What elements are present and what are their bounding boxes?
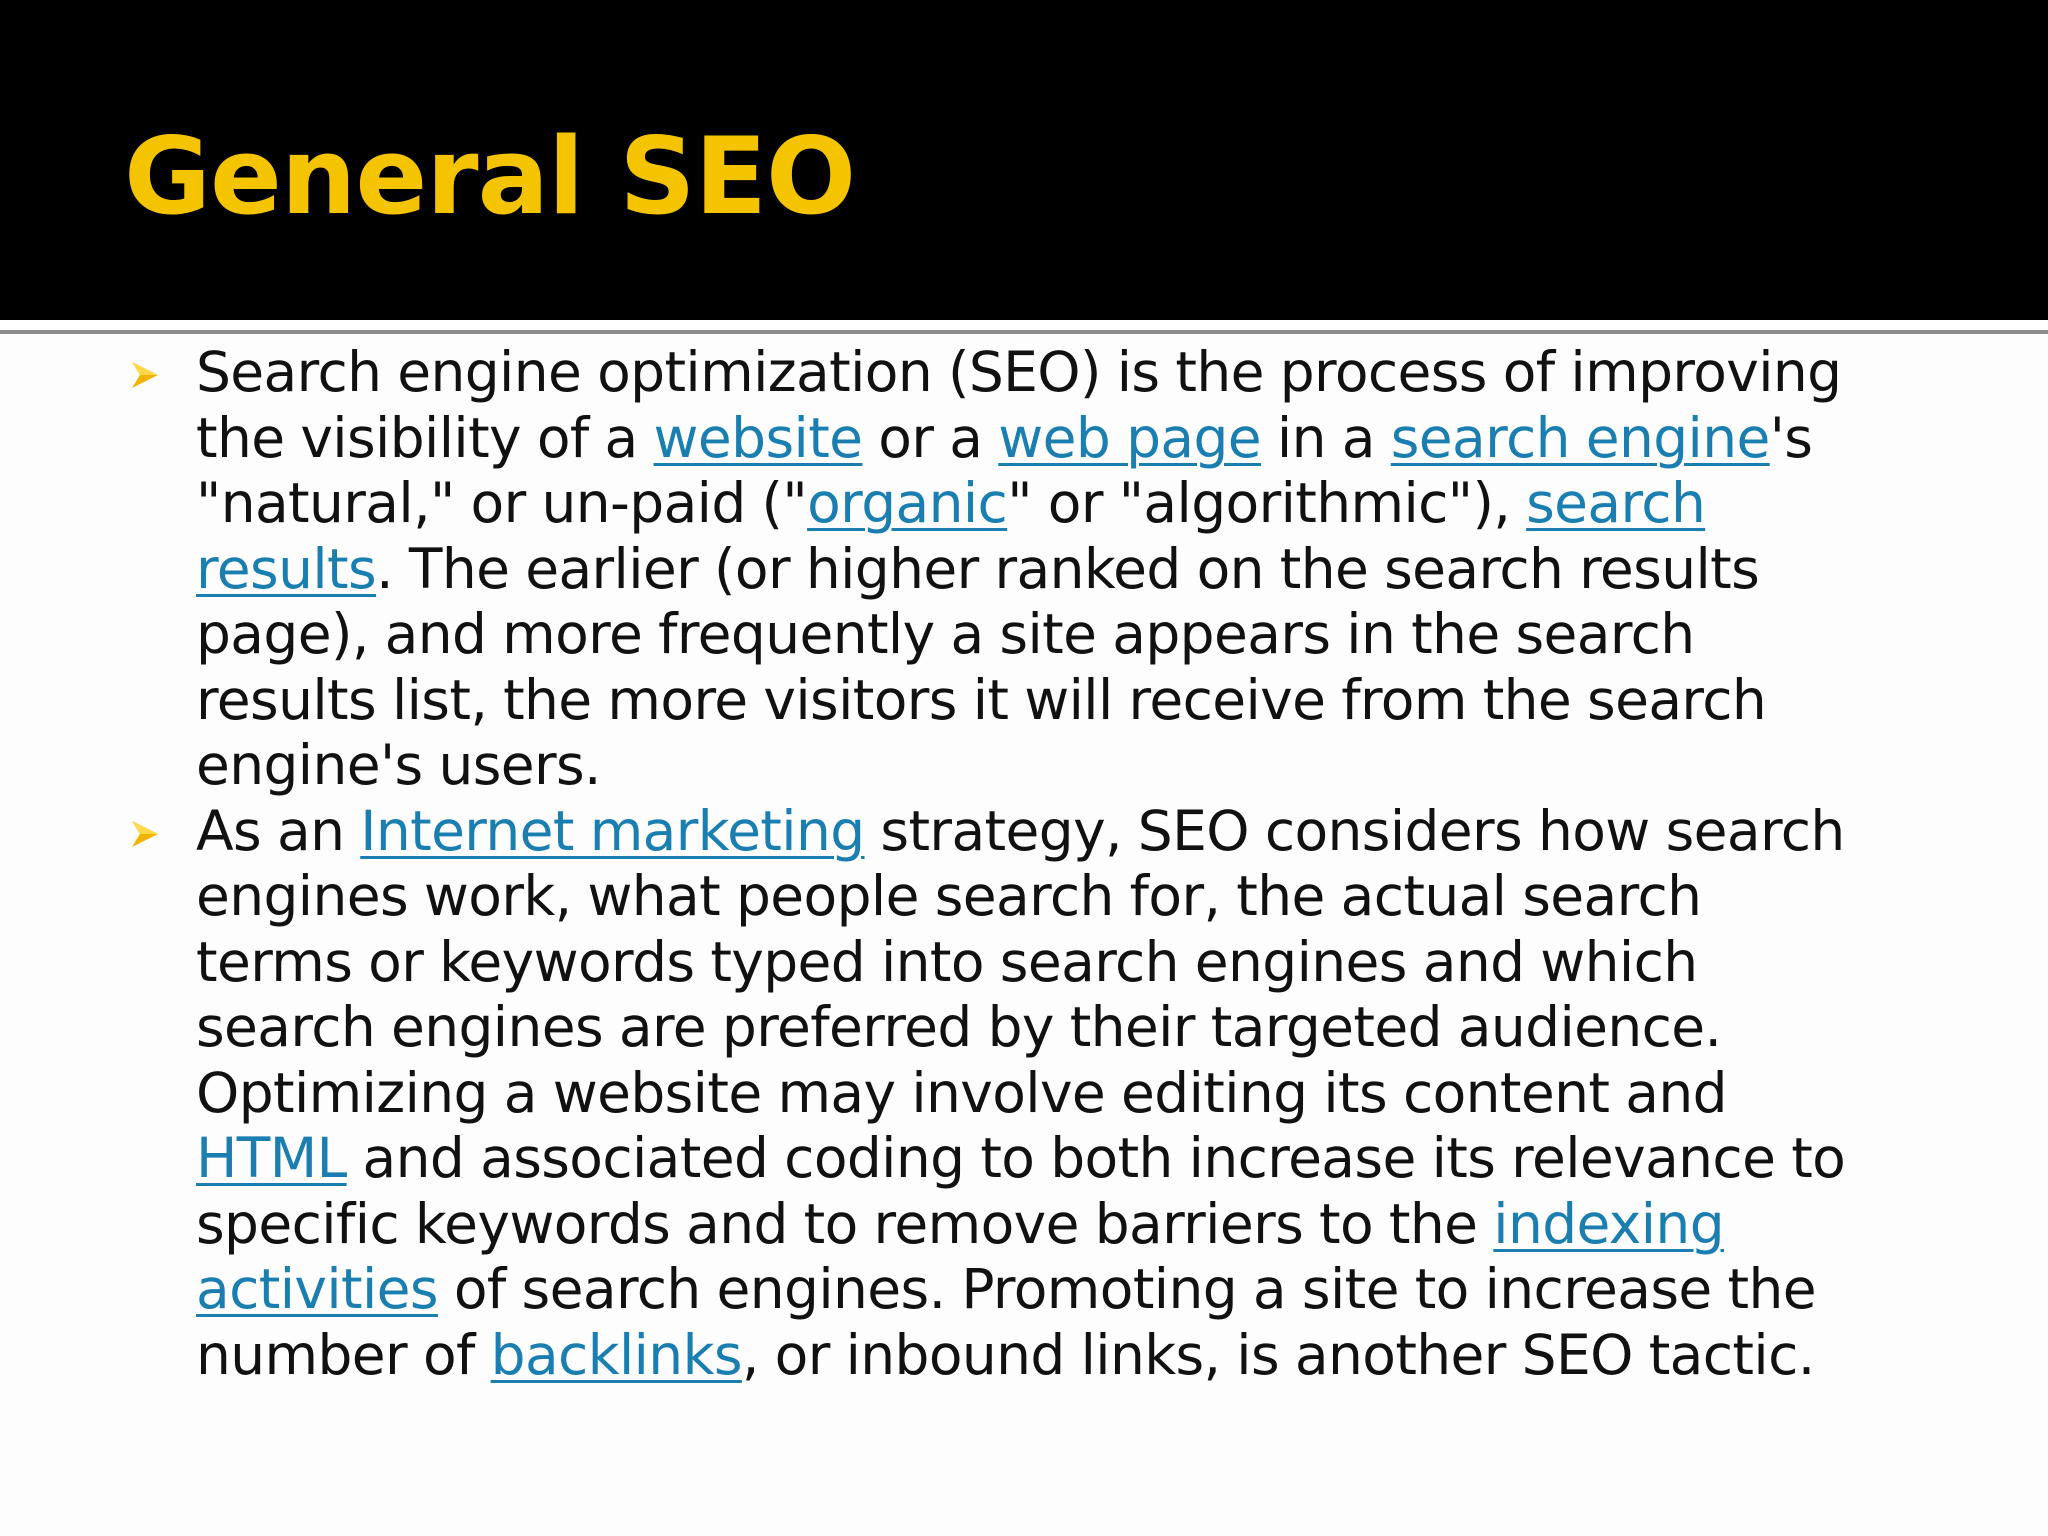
- bullet-line: [196, 930, 2010, 996]
- bullet-line: [196, 1126, 2010, 1192]
- bullet-line: [196, 537, 2010, 603]
- text-segment: strategy, SEO considers how search: [864, 798, 1845, 863]
- bullet-list: [130, 340, 2010, 1388]
- text-segment: engine's users.: [196, 733, 601, 797]
- bullet-line: [196, 864, 2010, 930]
- text-segment: in a: [1261, 405, 1391, 470]
- text-segment: Optimizing a website may involve editing its content and: [196, 1060, 1727, 1125]
- text-segment: , or inbound links, is another SEO tactic.: [741, 1322, 1815, 1387]
- link-internet-marketing[interactable]: Internet marketing: [360, 798, 865, 863]
- link-search-engine[interactable]: search engine: [1390, 405, 1770, 470]
- link-organic[interactable]: organic: [807, 471, 1008, 535]
- text-segment: specific keywords and to remove barriers to the: [196, 1191, 1494, 1256]
- bullet-item: [130, 340, 2010, 799]
- text-segment: number of: [196, 1322, 491, 1387]
- link-search[interactable]: search: [1526, 471, 1706, 535]
- slide-title: General SEO: [124, 115, 856, 238]
- arrow-bullet-icon: [130, 360, 160, 390]
- bullet-line: [196, 799, 2010, 865]
- link-activities[interactable]: activities: [196, 1257, 438, 1321]
- text-segment: Search engine optimization (SEO) is the process of improving: [196, 340, 1842, 404]
- link-website[interactable]: website: [653, 405, 863, 470]
- link-web-page[interactable]: web page: [998, 405, 1262, 470]
- link-backlinks[interactable]: backlinks: [490, 1322, 742, 1387]
- arrow-bullet-icon: [130, 819, 160, 849]
- bullet-line: [196, 1257, 2010, 1323]
- title-bar: [0, 0, 2048, 320]
- text-segment: the visibility of a: [196, 405, 654, 470]
- text-segment: As an: [196, 798, 361, 863]
- bullet-line: [196, 1323, 2010, 1389]
- bullet-line: [196, 340, 2010, 406]
- bullet-line: [196, 602, 2010, 668]
- bullet-line: [196, 668, 2010, 734]
- text-segment: . The earlier (or higher ranked on the search results: [376, 536, 1760, 601]
- divider-gap: [0, 320, 2048, 327]
- text-segment: results list, the more visitors it will receive from the search: [196, 667, 1767, 732]
- bullet-line: [196, 471, 2010, 537]
- bullet-line: [196, 1192, 2010, 1258]
- bullet-item: [130, 799, 2010, 1389]
- divider-line: [0, 330, 2048, 334]
- text-segment: engines work, what people search for, the actual search: [196, 864, 1702, 928]
- text-segment: of search engines. Promoting a site to increase the: [437, 1257, 1816, 1321]
- bullet-line: [196, 1061, 2010, 1127]
- link-results[interactable]: results: [196, 536, 377, 601]
- text-segment: " or "algorithmic"),: [1007, 471, 1527, 535]
- bullet-line: [196, 406, 2010, 472]
- text-segment: or a: [862, 405, 999, 470]
- text-segment: page), and more frequently a site appears in the search: [196, 602, 1695, 666]
- text-segment: "natural," or un-paid (": [196, 471, 808, 535]
- text-segment: terms or keywords typed into search engines and which: [196, 929, 1698, 994]
- text-segment: 's: [1769, 405, 1813, 470]
- text-segment: search engines are preferred by their targeted audience.: [196, 995, 1722, 1059]
- text-segment: and associated coding to both increase its relevance to: [346, 1126, 1846, 1190]
- bullet-line: [196, 733, 2010, 799]
- link-html[interactable]: HTML: [196, 1126, 347, 1190]
- bullet-line: [196, 995, 2010, 1061]
- link-indexing[interactable]: indexing: [1493, 1191, 1725, 1256]
